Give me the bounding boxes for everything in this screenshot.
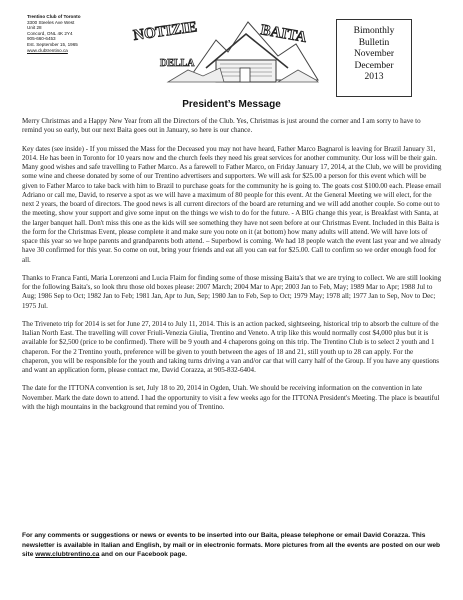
bulletin-frequency: Bimonthly — [353, 26, 395, 36]
bulletin-label: Bulletin — [358, 37, 390, 48]
logo-word-1: NOTIZIE — [132, 19, 199, 44]
footer-text: For any comments or suggestions or news or events to be inserted into our Baita, please telephone or email David Corazza. This newsletter is available in Italian and English, by mail or in electronic formats. More pictures from all the events are posted on our web site — [22, 532, 441, 558]
bulletin-month-1: November — [353, 49, 395, 59]
address-line-3: Concord, ONL 4K 2Y4 — [27, 30, 73, 36]
page-title: President’s Message — [182, 99, 281, 110]
paragraph-key-dates: Key dates (see inside) - If you missed the Mass for the Deceased you may not have heard, Father Marco Bagnarol is leaving for Brazil January 31, 2014. He has been in Toronto for 10 years now and the church feels they need his great services for another community. Our loss will be their gain. Many good wishes and safe travelling to Father Marco. As a farewell to Father Marco, on Friday January 17, 2014, at the Club, we will be providing some wine and cheese donated by some of our Trentino advertisers and supporters. We will ask for $25.00 a person for this event which will be given to Father Marco to take back with him to Brazil to purchase goats for the community he is going to. The goats cost $100.00 each. Please email Adriano or call me, David, to reserve a spot as we will have a maximum of 80 people for this event. At the General Meeting we will elect, for the next 2 years, the board of directors. The good news is all current directors of the board are returning and we will add another couple. So come out to the meeting, show your support and give some input on the things we wish to do for the future. - A BIG change this year, is Breakfast with Santa, at the larger banquet hall. Don't miss this one as the kids will see something they have not seen before at our Christmas Event. Included in this Baita is the form for the Christmas Event, please complete it and make sure you note on it (at bottom) how many adults will attend. We will have lots of space this year so we hope parents and grandparents both attend. – Superbowl is coming. We had 18 people watch the event last year and we already have 30 confirmed for this year. So come on out, bring your friends and eat all you can eat for $25.00. Call to confirm so we order enough food for all. — [22, 144, 442, 264]
club-name: Trentino Club of Toronto — [27, 14, 81, 19]
footer-note — [22, 531, 442, 560]
paragraph-missing-baitas: Thanks to Franca Fanti, Maria Lorenzoni and Lucia Flaim for finding some of those missing Baita's that we are trying to collect. We are still looking for the following Baita's, so look thru those old boxes please: 2007 March; 2004 Mar to Apr; 2003 Jan to Feb, May; 1989 Mar to Apr; 1988 Jul to Aug; 1986 Sep to Oct; 1982 Jan to Feb; 1981 Jan, Apr to Jun, Sep; 1980 Jan to Feb, Sep to Oct; 1979 May; 1978 all; 1977 Jan to Sep, Nov to Dec; 1975 Jul. — [22, 273, 442, 310]
baita-logo — [128, 10, 324, 88]
bulletin-year: 2013 — [364, 72, 384, 82]
paragraph-greeting: Merry Christmas and a Happy New Year from all the Directors of the Club. Yes, Christmas is just around the corner and I am sorry to have to remind you so early, but our next Baita goes out in January, so here is our chance. — [22, 117, 421, 135]
bulletin-month-2: December — [354, 60, 394, 71]
footer-website-link[interactable]: www.clubtrentino.ca — [35, 551, 100, 558]
footer-text-end: and on our Facebook page. — [99, 551, 187, 558]
club-contact-info — [27, 14, 127, 53]
address-line-1: 3300 Steeles Ave West — [27, 19, 75, 25]
address-line-2: Unit 28 — [27, 25, 42, 31]
logo-word-2: DELLA — [160, 58, 195, 69]
phone-number: 905-660-6453 — [27, 36, 56, 42]
bulletin-info-box — [336, 19, 412, 97]
paragraph-triveneto-trip: The Triveneto trip for 2014 is set for June 27, 2014 to July 11, 2014. This is an action packed, sightseeing, historical trip to absorb the culture of the Italian North East. The travelling will cover Friuli-Venezia Giulia, Trentino and Veneto. A trip like this would normally cost $4,000 plus but it is available for $2,500 (price to be confirmed). There will be 9 youth and 4 chaperons going on this trip. The Trentino Club is to select 2 youth and 1 chaperon. For the 2 Trentino youth, preference will be given to youth between the ages of 18 and 21, still youth up to 28 can apply. For the chaperon, you will be responsible for the youth and taking turns driving a van and/or car that will carry half of the Group. If you have any questions and want an application form, please contact me, David Corazza, at 905-832-6404. — [22, 319, 440, 374]
paragraph-ittona-convention: The date for the ITTONA convention is set, July 18 to 20, 2014 in Ogden, Utah. We should be receiving information on the convention in late November. Mark the date down to attend. I had the opportunity to visit a few weeks ago for the ITTONA President's Meeting. The place is beautiful with the high mountains in the background that remind you of Trentino. — [22, 384, 440, 411]
header-website-link[interactable]: www.clubtrentino.ca — [27, 47, 68, 53]
logo-word-3: BAITA — [259, 22, 308, 46]
established-date: Est. September 15, 1965 — [27, 41, 78, 47]
message-body — [22, 117, 442, 421]
